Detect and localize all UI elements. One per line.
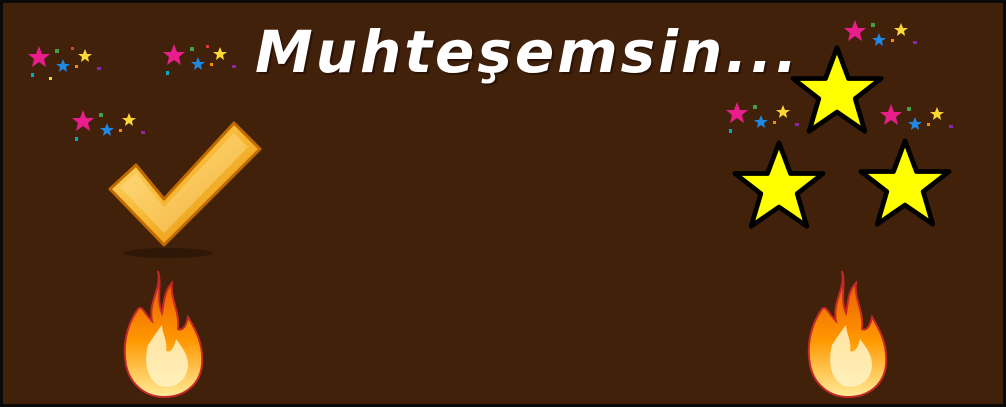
confetti-icon [25, 43, 115, 88]
checkmark-icon [106, 121, 266, 261]
result-title: Muhteşemsin... [255, 18, 801, 86]
star-icon [789, 43, 885, 137]
star-icon [731, 139, 827, 231]
fire-icon [802, 269, 892, 399]
confetti-icon [160, 41, 250, 86]
star-icon [857, 137, 953, 229]
fire-icon [118, 269, 208, 399]
